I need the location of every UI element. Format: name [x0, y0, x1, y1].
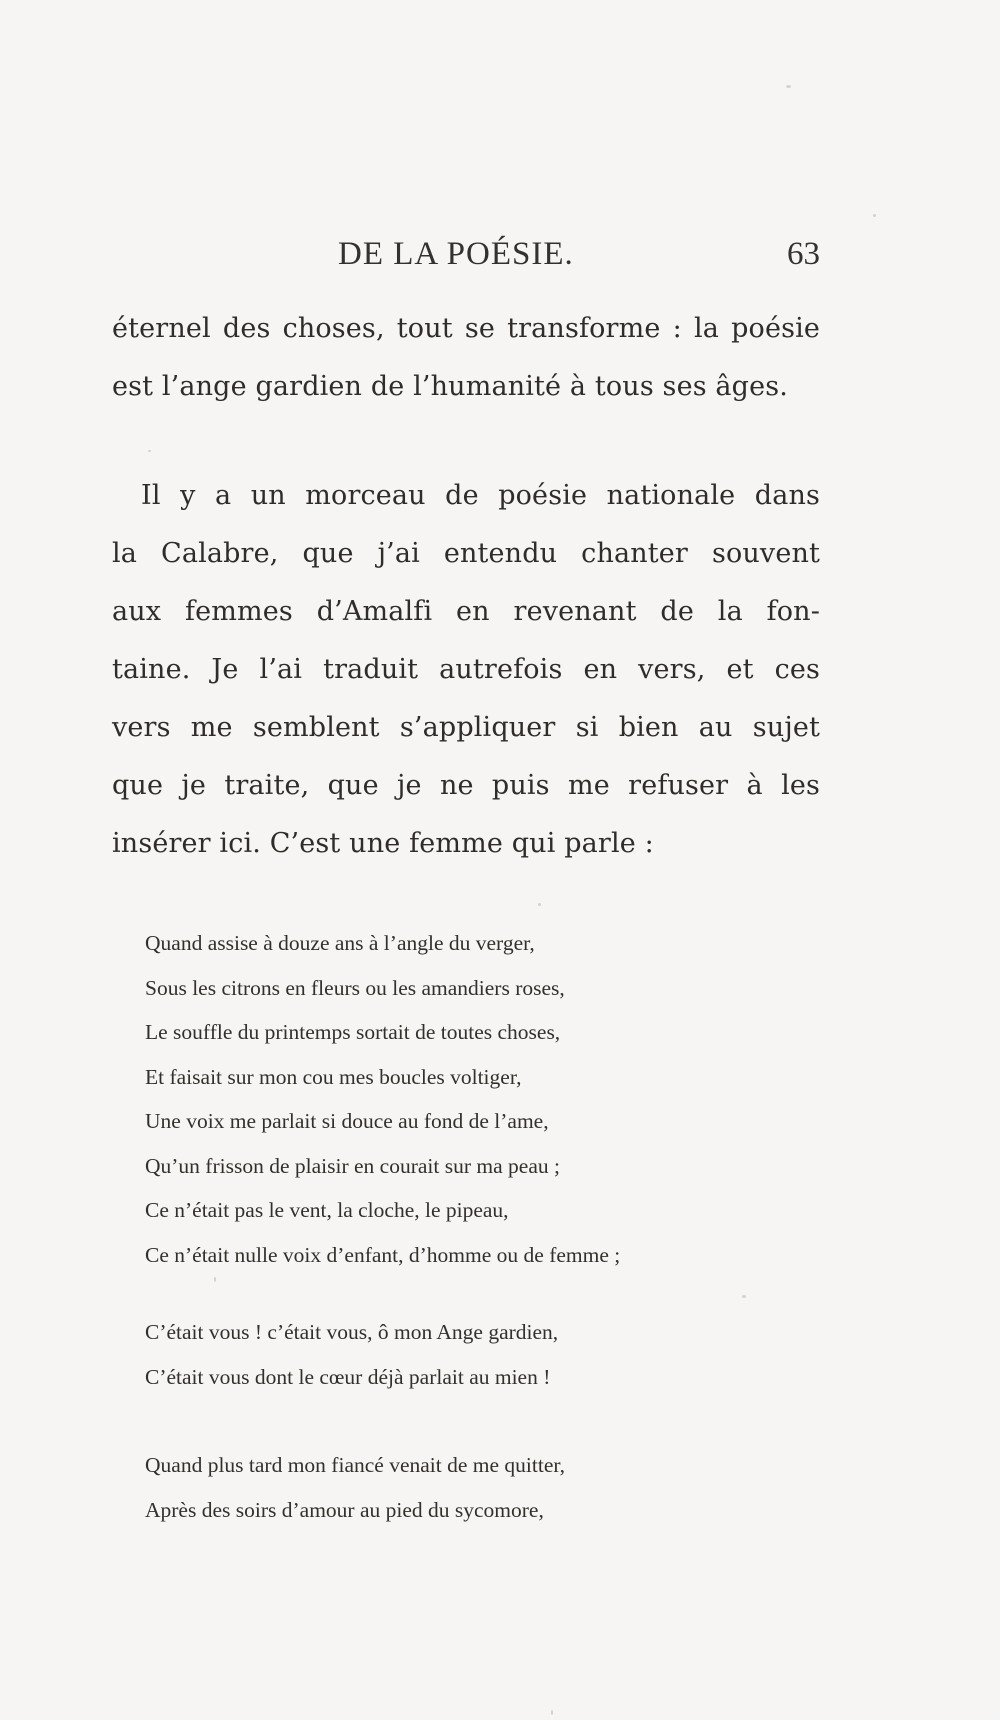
text-line: taine. Je l’ai traduit autrefois en vers, et ces	[112, 654, 820, 685]
poem-line: Ce n’était nulle voix d’enfant, d’homme ou de femme ;	[145, 1242, 621, 1267]
text-line: est l’ange gardien de l’humanité à tous ses âges.	[112, 371, 788, 402]
text-line: insérer ici. C’est une femme qui parle :	[112, 828, 654, 859]
poem-line: Quand plus tard mon fiancé venait de me quitter,	[145, 1453, 566, 1477]
poem-line: Quand assise à douze ans à l’angle du verger,	[145, 931, 535, 955]
text-line: la Calabre, que j’ai entendu chanter souvent	[112, 538, 820, 569]
poem-line: Et faisait sur mon cou mes boucles voltiger,	[145, 1064, 522, 1089]
text-line: que je traite, que je ne puis me refuser à les	[112, 770, 820, 801]
text-line: Il y a un morceau de poésie nationale dans	[141, 480, 820, 511]
poem-stanza	[145, 1310, 755, 1399]
paper-speck	[538, 903, 541, 906]
poem-line: Sous les citrons en fleurs ou les amandiers roses,	[145, 975, 565, 1000]
opening-paragraph	[112, 300, 820, 416]
running-header	[112, 236, 820, 284]
poem-line: Le souffle du printemps sortait de toutes choses,	[145, 1020, 561, 1044]
text-line: vers me semblent s’appliquer si bien au sujet	[112, 712, 820, 743]
paper-speck	[742, 1295, 746, 1298]
paper-speck	[873, 214, 876, 217]
poem-line: Ce n’était pas le vent, la cloche, le pipeau,	[145, 1198, 509, 1222]
poem-stanza	[145, 1443, 755, 1532]
poem-line: C’était vous ! c’était vous, ô mon Ange gardien,	[145, 1320, 559, 1344]
page-number: 63	[787, 236, 820, 272]
running-title: DE LA POÉSIE.	[338, 236, 574, 272]
main-paragraph	[112, 467, 820, 873]
text-line: éternel des choses, tout se transforme : la poésie	[112, 313, 820, 344]
paper-speck	[148, 450, 151, 452]
poem-line: C’était vous dont le cœur déjà parlait au mien !	[145, 1364, 551, 1389]
paper-speck	[786, 85, 791, 88]
poem-line: Une voix me parlait si douce au fond de l’ame,	[145, 1109, 549, 1133]
poem-line: Après des soirs d’amour au pied du sycomore,	[145, 1497, 544, 1522]
paper-speck	[214, 1277, 216, 1282]
paper-speck	[551, 1710, 553, 1715]
poem-line: Qu’un frisson de plaisir en courait sur ma peau ;	[145, 1153, 560, 1178]
poem-stanza	[145, 921, 755, 1277]
text-line: aux femmes d’Amalfi en revenant de la fon-	[112, 596, 820, 627]
